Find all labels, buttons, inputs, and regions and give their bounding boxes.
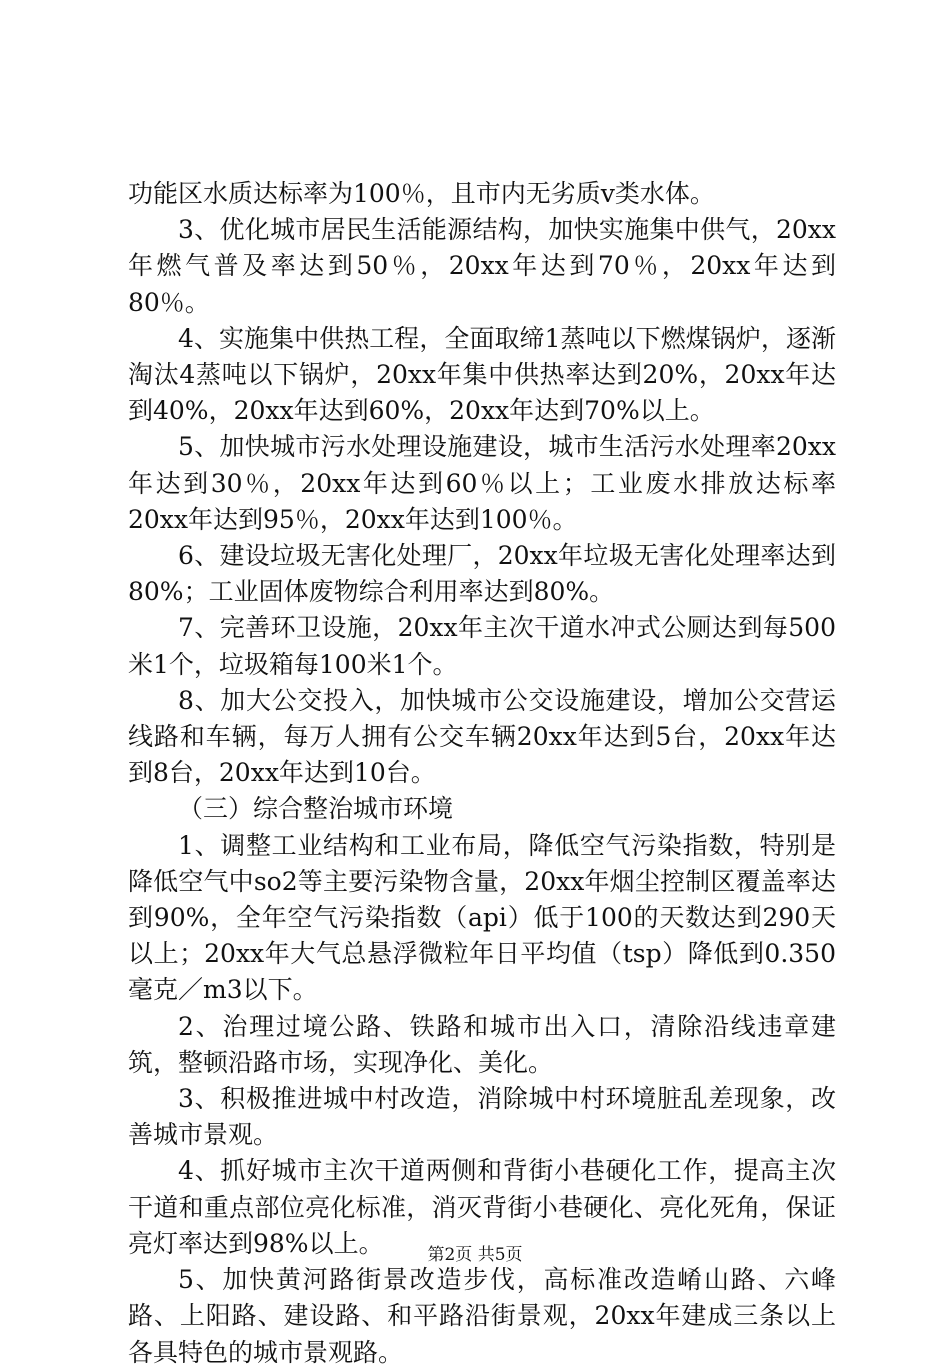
paragraph-env-item-1: 1、调整工业结构和工业布局，降低空气污染指数，特别是降低空气中so2等主要污染物含量，20xx年烟尘控制区覆盖率达到90%，全年空气污染指数（api）低于100的天数达到290天以上；20xx年大气总悬浮微粒年日平均值（tsp）降低到0.350毫克／m3以下。	[128, 830, 836, 1005]
document-body	[128, 176, 836, 1371]
paragraph-env-item-3: 3、积极推进城中村改造，消除城中村环境脏乱差现象，改善城市景观。	[128, 1084, 836, 1150]
paragraph-continuation: 功能区水质达标率为100％，且市内无劣质v类水体。	[128, 179, 715, 208]
paragraph-item-4-heating: 4、实施集中供热工程，全面取缔1蒸吨以下燃煤锅炉，逐渐淘汰4蒸吨以下锅炉，20xx年集中供热率达到20%，20xx年达到40%，20xx年达到60%，20xx年达到70%以上。	[128, 323, 836, 426]
paragraph-item-6-garbage: 6、建设垃圾无害化处理厂，20xx年垃圾无害化处理率达到80%；工业固体废物综合利用率达到80%。	[128, 541, 836, 607]
paragraph-item-7-sanitation: 7、完善环卫设施，20xx年主次干道水冲式公厕达到每500米1个，垃圾箱每100米1个。	[128, 613, 836, 679]
paragraph-env-item-4: 4、抓好城市主次干道两侧和背街小巷硬化工作，提高主次干道和重点部位亮化标准，消灭背街小巷硬化、亮化死角，保证亮灯率达到98%以上。	[128, 1156, 836, 1258]
paragraph-item-8-transit: 8、加大公交投入，加快城市公交设施建设，增加公交营运线路和车辆，每万人拥有公交车辆20xx年达到5台，20xx年达到8台，20xx年达到10台。	[128, 685, 836, 788]
page-number-footer: 第2页 共5页	[427, 1245, 523, 1265]
paragraph-item-3-energy: 3、优化城市居民生活能源结构，加快实施集中供气，20xx年燃气普及率达到50％，20xx年达到70％，20xx年达到80％。	[128, 215, 836, 317]
paragraph-item-5-sewage: 5、加快城市污水处理设施建设，城市生活污水处理率20xx年达到30％，20xx年达到60％以上；工业废水排放达标率20xx年达到95％，20xx年达到100％。	[128, 432, 836, 534]
paragraph-env-item-2: 2、治理过境公路、铁路和城市出入口，清除沿线违章建筑，整顿沿路市场，实现净化、美化。	[128, 1011, 836, 1077]
section-heading: （三）综合整治城市环境	[178, 794, 454, 824]
paragraph-env-item-5: 5、加快黄河路街景改造步伐，高标准改造崤山路、六峰路、上阳路、建设路、和平路沿街景观，20xx年建成三条以上各具特色的城市景观路。	[128, 1265, 836, 1367]
